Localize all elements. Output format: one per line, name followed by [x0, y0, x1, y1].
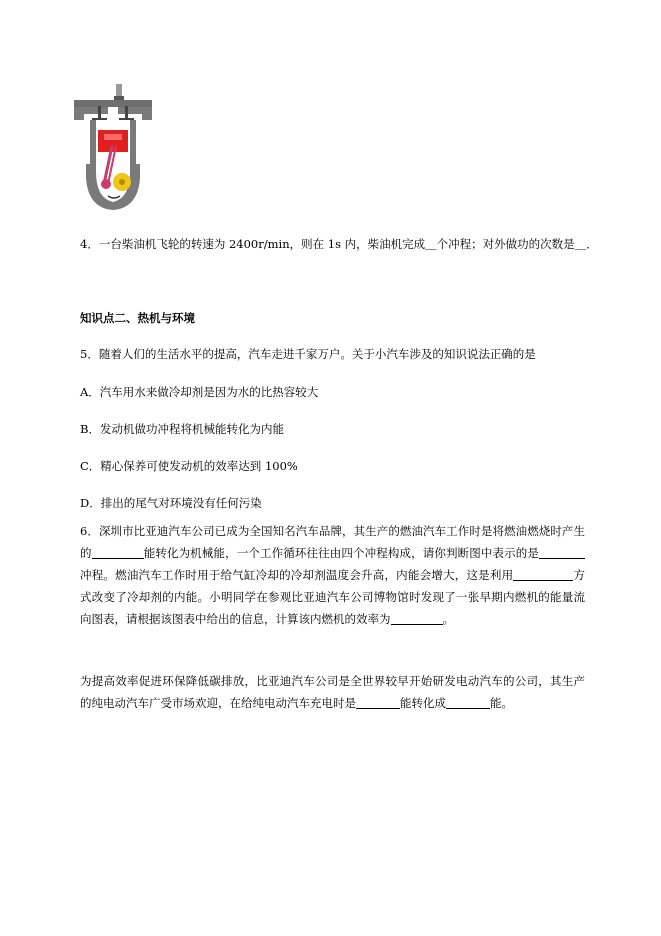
question-6-paragraph: [80, 520, 585, 630]
question-5-option-a: A．汽车用水来做冷却剂是因为水的比热容较大: [80, 385, 319, 399]
answer-blank[interactable]: [539, 546, 585, 559]
question-6-text-b: 能转化为机械能，一个工作循环往往由四个冲程构成，请你判断图中表示的是: [143, 546, 539, 560]
question-6-text-h: 能。: [490, 696, 513, 710]
question-6-text-g: 能转化成: [400, 696, 446, 710]
question-6-text-d: 方式改变了冷却剂的内能。小明同学在参观比亚迪汽车公司博物馆时发现了一张早期内燃机的能量流向图表，请根据该图表中给出的信息，计算该内燃机的效率为: [80, 568, 586, 626]
question-5-option-c: C．精心保养可使发动机的效率达到 100%: [80, 459, 298, 473]
question-6-text-f: 为提高效率促进环保降低碳排放，比亚迪汽车公司是全世界较早开始研发电动汽车的公司，其生产的纯电动汽车广受市场欢迎，在给纯电动汽车充电时是: [80, 674, 585, 710]
question-6-text-a: 6．深圳市比亚迪汽车公司已成为全国知名汽车品牌，其生产的燃油汽车工作时是将燃油燃烧时产生的: [80, 524, 585, 560]
section-heading: 知识点二、热机与环境: [80, 311, 195, 325]
question-5-option-b: B．发动机做功冲程将机械能转化为内能: [80, 422, 284, 436]
engine-figure: [72, 84, 154, 212]
answer-blank[interactable]: [446, 696, 490, 709]
answer-blank[interactable]: [92, 546, 144, 559]
question-5-option-d: D．排出的尾气对环境没有任何污染: [80, 496, 262, 510]
answer-blank[interactable]: [513, 568, 573, 581]
question-4: 4．一台柴油机飞轮的转速为 2400r/min，则在 1s 内，柴油机完成＿个冲程；对外做功的次数是＿．: [80, 237, 598, 251]
answer-blank[interactable]: [391, 612, 443, 625]
question-5-stem: 5．随着人们的生活水平的提高，汽车走进千家万户。关于小汽车涉及的知识说法正确的是: [80, 347, 536, 361]
answer-blank[interactable]: [356, 696, 400, 709]
question-6-text-c: 冲程。燃油汽车工作时用于给气缸冷却的冷却剂温度会升高，内能会增大，这是利用: [80, 568, 514, 582]
question-6-paragraph-2: [80, 670, 585, 714]
question-6-text-e: 。: [442, 612, 454, 626]
engine-stroke-icon: [72, 84, 154, 212]
